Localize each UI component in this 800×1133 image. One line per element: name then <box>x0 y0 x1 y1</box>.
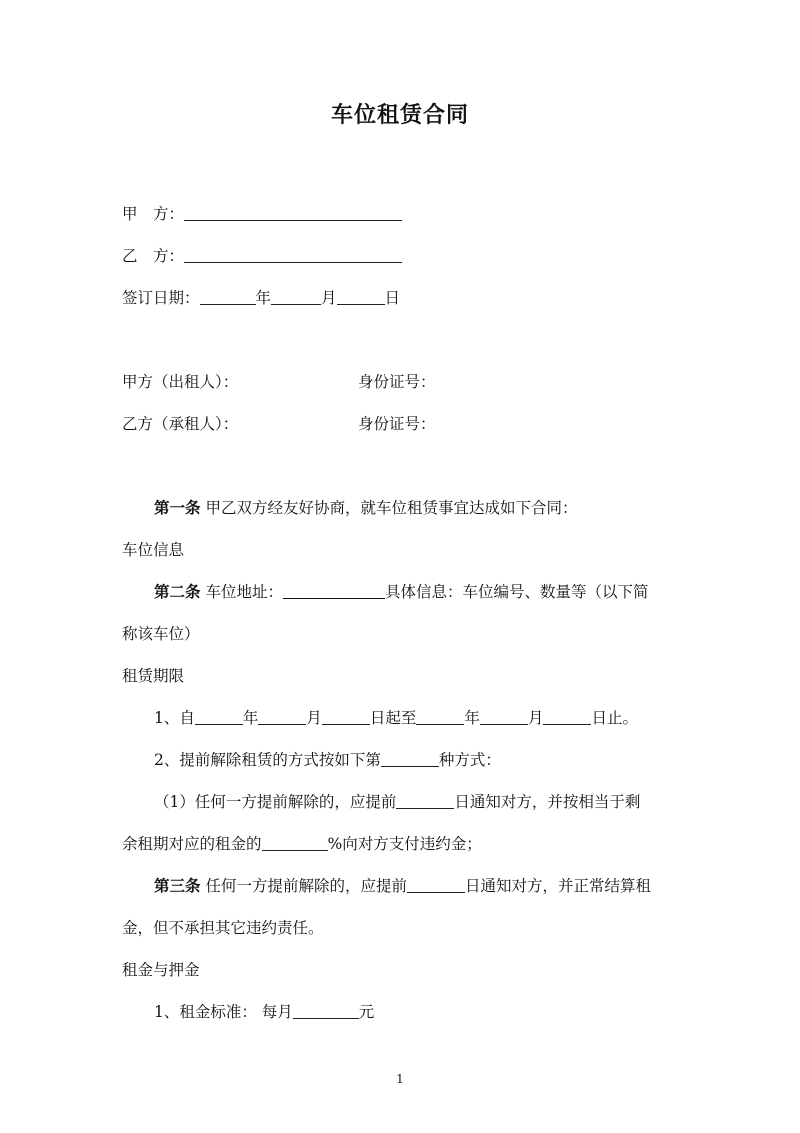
article-3 <box>154 876 651 896</box>
lessor-id-label: 身份证号： <box>358 373 436 391</box>
signing-date-label: 签订日期： <box>122 289 200 307</box>
party-a-line <box>122 204 402 224</box>
start-month-blank <box>258 709 306 725</box>
day-blank <box>337 289 385 305</box>
term-item-2 <box>154 750 501 770</box>
term-1-end: 日止。 <box>591 709 638 727</box>
day-label: 日 <box>384 289 401 307</box>
address-blank <box>283 583 385 599</box>
lessee-label: 乙方（承租人）： <box>122 415 239 433</box>
year-label: 年 <box>255 289 272 307</box>
year-blank <box>200 289 256 305</box>
term-1-month: 月 <box>306 709 322 727</box>
term-item-2-1-continuation <box>122 834 482 854</box>
party-a-label: 甲 方： <box>122 205 185 223</box>
term-item-2-1 <box>154 792 640 812</box>
end-month-blank <box>480 709 528 725</box>
article-3-heading: 第三条 <box>154 877 201 895</box>
article-1-text: 甲乙双方经友好协商，就车位租赁事宜达成如下合同： <box>200 499 578 517</box>
article-1 <box>154 498 577 518</box>
term-1-year-2: 年 <box>464 709 480 727</box>
term-2-prefix: 2、提前解除租赁的方式按如下第 <box>154 751 381 769</box>
term-2-1-cont-prefix: 余租期对应的租金的 <box>122 835 262 853</box>
term-2-1-prefix: （1）任何一方提前解除的，应提前 <box>154 793 397 811</box>
rent-1-suffix: 元 <box>358 1003 375 1021</box>
article-3-text-2: 日通知对方，并正常结算租 <box>464 877 651 895</box>
term-1-from: 日起至 <box>369 709 417 727</box>
method-number-blank <box>381 751 439 767</box>
notice-days-blank <box>396 793 454 809</box>
term-1-year: 年 <box>242 709 259 727</box>
article-2 <box>154 582 648 602</box>
section-rent-deposit: 租金与押金 <box>122 961 200 979</box>
term-item-1 <box>154 708 638 728</box>
start-day-blank <box>322 709 370 725</box>
section-lease-term: 租赁期限 <box>122 667 185 685</box>
term-2-1-cont-suffix: %向对方支付违约金； <box>327 835 482 853</box>
end-day-blank <box>543 709 591 725</box>
lessee-id-label: 身份证号： <box>358 415 436 433</box>
signing-date-line <box>122 288 400 308</box>
rent-1-prefix: 1、租金标准： 每月 <box>154 1003 293 1021</box>
section-parking-info: 车位信息 <box>122 541 185 559</box>
term-2-1-suffix: 日通知对方，并按相当于剩 <box>454 793 641 811</box>
article-3-days-blank <box>407 877 465 893</box>
article-2-heading: 第二条 <box>154 583 201 601</box>
term-1-month-2: 月 <box>527 709 544 727</box>
start-year-blank <box>195 709 243 725</box>
article-2-address-label: 车位地址： <box>200 583 283 601</box>
term-1-prefix: 1、自 <box>154 709 195 727</box>
month-label: 月 <box>321 289 337 307</box>
lessor-label: 甲方（出租人）： <box>122 373 239 391</box>
rent-item-1 <box>154 1002 374 1022</box>
page-number: 1 <box>396 1072 404 1086</box>
party-b-line <box>122 246 402 266</box>
document-title: 车位租赁合同 <box>330 103 469 128</box>
penalty-percent-blank <box>262 835 328 851</box>
party-b-blank <box>184 247 402 263</box>
term-2-suffix: 种方式： <box>438 751 501 769</box>
article-2-details: 具体信息：车位编号、数量等（以下简 <box>384 583 649 601</box>
party-b-label: 乙 方： <box>122 247 185 265</box>
month-blank <box>271 289 321 305</box>
article-3-text-1: 任何一方提前解除的，应提前 <box>200 877 407 895</box>
party-a-blank <box>184 205 402 221</box>
article-1-heading: 第一条 <box>154 499 201 517</box>
end-year-blank <box>416 709 464 725</box>
monthly-rent-blank <box>293 1003 359 1019</box>
article-3-continuation: 金，但不承担其它违约责任。 <box>122 919 324 937</box>
article-2-continuation: 称该车位） <box>122 625 200 643</box>
